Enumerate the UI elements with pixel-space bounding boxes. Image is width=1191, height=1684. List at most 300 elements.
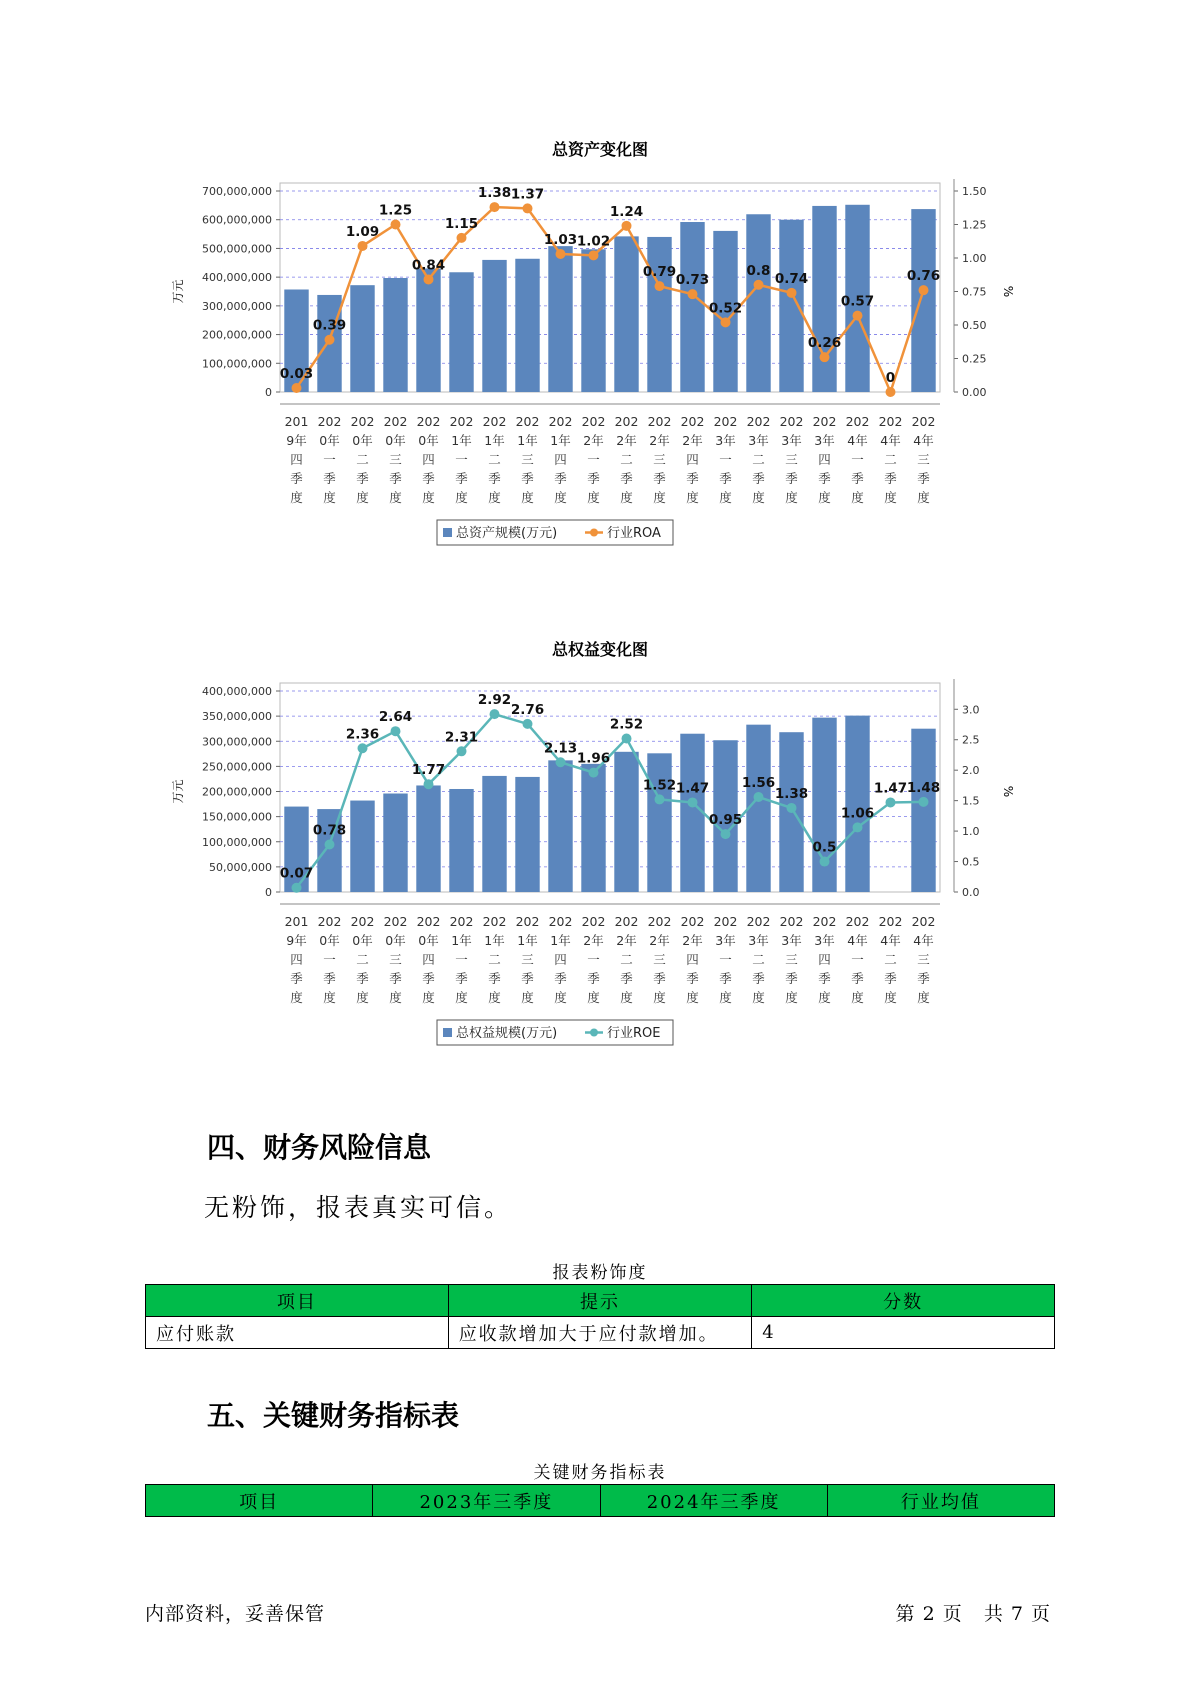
y-axis-title: 万元 [171,279,185,304]
data-label: 1.03 [543,231,578,248]
data-label: 1.52 [642,777,677,794]
bar [581,249,605,392]
chart-title: 总权益变化图 [551,640,649,659]
line-point [688,289,698,299]
data-label: 2.76 [510,701,545,718]
x-tick-label: 度 [356,490,369,505]
x-tick-label: 202 [845,914,870,929]
x-tick-label: 季 [455,471,468,486]
x-tick-label: 202 [383,414,408,429]
x-tick-label: 季 [554,971,567,986]
bar [614,752,638,892]
x-tick-label: 202 [482,414,507,429]
section-heading-key-indicators: 五、关键财务指标表 [207,1399,460,1432]
data-label: 0.26 [807,335,842,352]
legend-label-bar: 总资产规模(万元) [456,526,558,541]
data-label: 1.25 [378,202,413,219]
x-tick-label: 季 [917,971,930,986]
data-label: 1.38 [477,185,512,202]
x-tick-label: 一 [587,452,600,467]
risk-table-cell-score: 4 [752,1317,1055,1349]
x-tick-label: 季 [290,971,303,986]
x-tick-label: 度 [851,490,864,505]
y-tick-label: 200,000,000 [202,328,272,342]
line-point [325,335,335,345]
x-tick-label: 0年 [352,933,373,948]
x-tick-label: 度 [290,490,303,505]
x-tick-label: 202 [482,914,507,929]
line-point [721,829,731,839]
x-tick-label: 季 [653,971,666,986]
x-tick-label: 202 [845,414,870,429]
x-tick-label: 季 [422,471,435,486]
x-tick-label: 202 [581,914,606,929]
x-tick-label: 1年 [451,433,472,448]
x-tick-label: 季 [488,471,501,486]
bar [416,785,440,892]
x-tick-label: 四 [686,452,699,467]
x-tick-label: 季 [422,971,435,986]
line-point [655,281,665,291]
x-tick-label: 3年 [814,433,835,448]
x-tick-label: 度 [521,990,534,1005]
y2-tick-label: 0.5 [962,855,980,869]
data-label: 1.77 [411,762,446,779]
bar [383,278,407,392]
total-assets-chart [150,140,1050,600]
x-tick-label: 202 [614,914,639,929]
x-tick-label: 三 [917,452,930,467]
x-tick-label: 度 [620,990,633,1005]
x-tick-label: 四 [554,952,567,967]
x-tick-label: 3年 [748,433,769,448]
data-label: 0 [885,370,896,386]
x-tick-label: 季 [818,971,831,986]
y2-tick-label: 1.00 [962,252,987,265]
data-label: 0.84 [411,257,446,274]
x-tick-label: 202 [812,414,837,429]
x-tick-label: 0年 [352,433,373,448]
bar [647,753,671,892]
x-tick-label: 度 [488,490,501,505]
y2-tick-label: 0.50 [962,319,987,332]
x-tick-label: 度 [785,490,798,505]
data-label: 1.15 [444,215,479,232]
x-tick-label: 度 [587,490,600,505]
y-tick-label: 600,000,000 [202,213,272,227]
x-tick-label: 度 [917,990,930,1005]
x-tick-label: 202 [581,414,606,429]
data-label: 0.03 [279,365,314,382]
x-tick-label: 度 [653,990,666,1005]
x-tick-label: 度 [719,990,732,1005]
data-label: 0.73 [675,272,710,289]
x-tick-label: 1年 [550,433,571,448]
x-tick-label: 季 [884,971,897,986]
bar [614,236,638,392]
line-point [754,792,764,802]
key-table-header-2024q3: 2024年三季度 [600,1485,827,1517]
y-tick-label: 250,000,000 [202,760,272,774]
x-tick-label: 202 [746,914,771,929]
x-tick-label: 二 [752,952,765,967]
x-tick-label: 0年 [319,933,340,948]
x-tick-label: 季 [851,471,864,486]
total-equity-chart-svg [150,640,1050,1100]
line-point [358,241,368,251]
x-tick-label: 1年 [550,933,571,948]
x-tick-label: 三 [785,452,798,467]
x-tick-label: 季 [884,471,897,486]
line-point [919,285,929,295]
bar [515,777,539,892]
line-point [688,797,698,807]
x-tick-label: 4年 [913,933,934,948]
x-tick-label: 度 [323,990,336,1005]
footer-confidential-note: 内部资料，妥善保管 [145,1603,326,1625]
x-tick-label: 202 [812,914,837,929]
x-tick-label: 2年 [583,933,604,948]
x-tick-label: 202 [614,414,639,429]
x-tick-label: 202 [350,414,375,429]
chart-title: 总资产变化图 [551,140,649,159]
data-label: 0.52 [708,300,743,317]
bar [449,272,473,392]
data-label: 0.07 [279,865,314,882]
y-axis-title: 万元 [171,779,185,804]
key-table-caption: 关键财务指标表 [533,1463,667,1483]
data-label: 0.74 [774,270,809,287]
x-tick-label: 二 [488,952,501,967]
x-tick-label: 202 [911,914,936,929]
x-tick-label: 季 [521,471,534,486]
bar [515,259,539,392]
x-tick-label: 季 [653,471,666,486]
bar [350,285,374,392]
y-tick-label: 100,000,000 [202,835,272,849]
data-label: 2.92 [477,692,512,709]
risk-table-header-hint: 提示 [448,1285,752,1317]
x-tick-label: 度 [422,990,435,1005]
data-label: 1.06 [840,805,875,822]
x-tick-label: 三 [389,952,402,967]
x-tick-label: 0年 [319,433,340,448]
line-point [820,857,830,867]
x-tick-label: 三 [521,952,534,967]
x-tick-label: 度 [323,490,336,505]
x-tick-label: 二 [884,952,897,967]
y-tick-label: 150,000,000 [202,810,272,824]
data-label: 0.8 [746,262,771,279]
x-tick-label: 度 [818,490,831,505]
x-tick-label: 度 [686,990,699,1005]
line-point [589,250,599,260]
key-table-header-item: 项目 [146,1485,373,1517]
x-tick-label: 季 [587,971,600,986]
section-heading-risk: 四、财务风险信息 [207,1131,432,1164]
risk-table-header-score: 分数 [752,1285,1055,1317]
data-label: 0.95 [708,812,743,829]
x-tick-label: 4年 [847,433,868,448]
x-tick-label: 度 [422,490,435,505]
line-point [853,311,863,321]
data-label: 0.78 [312,822,347,839]
x-tick-label: 2年 [682,433,703,448]
line-point [292,883,302,893]
x-tick-label: 季 [389,971,402,986]
legend-swatch-marker [590,529,598,537]
x-tick-label: 季 [818,471,831,486]
data-label: 2.52 [609,716,644,733]
data-label: 1.24 [609,203,644,220]
bar [548,760,572,892]
data-label: 1.02 [576,233,611,250]
line-point [886,797,896,807]
x-tick-label: 202 [779,914,804,929]
x-tick-label: 季 [587,471,600,486]
line-point [490,202,500,212]
x-tick-label: 三 [653,952,666,967]
table-row [146,1317,1055,1349]
line-point [523,203,533,213]
data-label: 1.48 [906,779,941,796]
x-tick-label: 3年 [715,933,736,948]
bar [416,269,440,392]
risk-table-header-row [146,1285,1055,1317]
x-tick-label: 度 [818,990,831,1005]
y2-tick-label: 0.00 [962,386,987,399]
bar [680,734,704,892]
x-tick-label: 一 [455,452,468,467]
line-point [424,274,434,284]
line-point [589,768,599,778]
bar [746,214,770,392]
legend-swatch-bar [443,528,452,537]
x-tick-label: 度 [554,490,567,505]
line-point [523,719,533,729]
y2-tick-label: 0.25 [962,352,987,366]
x-tick-label: 一 [323,452,336,467]
y-tick-label: 300,000,000 [202,735,272,749]
x-tick-label: 二 [884,452,897,467]
total-assets-chart-svg [150,140,1050,600]
x-tick-label: 度 [653,490,666,505]
line-point [457,233,467,243]
x-tick-label: 202 [779,414,804,429]
x-tick-label: 四 [422,452,435,467]
x-tick-label: 3年 [748,933,769,948]
data-label: 1.37 [510,186,545,203]
x-tick-label: 202 [911,414,936,429]
x-tick-label: 202 [746,414,771,429]
x-tick-label: 202 [416,414,441,429]
x-tick-label: 四 [290,952,303,967]
risk-table-caption: 报表粉饰度 [552,1263,648,1283]
x-tick-label: 季 [521,971,534,986]
bar [548,246,572,392]
x-tick-label: 2年 [616,433,637,448]
x-tick-label: 1年 [484,933,505,948]
x-tick-label: 202 [680,414,705,429]
x-tick-label: 季 [389,471,402,486]
x-tick-label: 2年 [682,933,703,948]
bar [647,237,671,392]
x-tick-label: 2年 [616,933,637,948]
x-tick-label: 季 [488,971,501,986]
data-label: 0.5 [812,839,837,856]
y2-axis-title: % [1001,785,1015,798]
x-tick-label: 度 [752,990,765,1005]
x-tick-label: 三 [521,452,534,467]
x-tick-label: 四 [818,452,831,467]
y-tick-label: 300,000,000 [202,299,272,313]
x-tick-label: 季 [686,471,699,486]
x-tick-label: 3年 [814,933,835,948]
y2-tick-label: 1.25 [962,218,987,232]
x-tick-label: 度 [884,490,897,505]
data-label: 0.76 [906,268,941,285]
x-tick-label: 0年 [385,433,406,448]
x-tick-label: 4年 [913,433,934,448]
x-tick-label: 0年 [418,433,439,448]
x-tick-label: 4年 [847,933,868,948]
x-tick-label: 一 [719,452,732,467]
x-tick-label: 度 [719,490,732,505]
data-label: 2.13 [543,740,578,757]
y2-tick-label: 1.5 [962,794,980,808]
bar [911,209,935,392]
x-tick-label: 季 [917,471,930,486]
x-tick-label: 四 [686,952,699,967]
data-label: 2.31 [444,729,479,746]
bar [680,222,704,392]
line-point [754,280,764,290]
data-label: 2.64 [378,709,413,726]
y-tick-label: 700,000,000 [202,185,272,198]
x-tick-label: 季 [323,471,336,486]
data-label: 1.96 [576,750,611,767]
line-point [556,249,566,259]
y-tick-label: 400,000,000 [202,685,272,698]
y2-tick-label: 3.0 [962,703,980,717]
x-tick-label: 202 [878,414,903,429]
key-indicators-table [145,1484,1055,1517]
x-tick-label: 202 [317,414,342,429]
x-tick-label: 季 [455,971,468,986]
x-tick-label: 202 [515,414,540,429]
x-tick-label: 2年 [649,433,670,448]
risk-table [145,1284,1055,1349]
bar [911,729,935,892]
line-point [886,387,896,397]
x-tick-label: 度 [620,490,633,505]
key-table-header-row [146,1485,1055,1517]
x-tick-label: 度 [488,990,501,1005]
line-point [457,746,467,756]
x-tick-label: 度 [587,990,600,1005]
x-tick-label: 季 [785,971,798,986]
y-tick-label: 100,000,000 [202,357,272,371]
x-tick-label: 度 [785,990,798,1005]
y2-tick-label: 1.0 [962,825,980,839]
risk-table-cell-hint: 应收款增加大于应付款增加。 [448,1317,752,1349]
data-label: 1.56 [741,774,776,791]
y-tick-label: 0 [265,386,272,399]
x-tick-label: 季 [356,471,369,486]
x-tick-label: 一 [851,452,864,467]
line-point [853,822,863,832]
bar [350,801,374,892]
x-tick-label: 季 [719,971,732,986]
x-tick-label: 202 [416,914,441,929]
line-point [622,734,632,744]
x-tick-label: 三 [785,952,798,967]
x-tick-label: 1年 [484,433,505,448]
x-tick-label: 度 [389,490,402,505]
legend-swatch-marker [590,1029,598,1037]
x-tick-label: 201 [284,914,309,929]
data-label: 0.57 [840,293,875,310]
line-point [787,288,797,298]
bar [383,794,407,892]
bar [779,220,803,392]
y-tick-label: 50,000,000 [209,860,272,874]
key-table-header-2023q3: 2023年三季度 [373,1485,600,1517]
x-tick-label: 二 [488,452,501,467]
legend-label-bar: 总权益规模(万元) [456,1026,558,1041]
x-tick-label: 季 [785,471,798,486]
x-tick-label: 202 [383,914,408,929]
data-label: 2.36 [345,726,380,743]
total-equity-chart [150,640,1050,1100]
x-tick-label: 4年 [880,433,901,448]
line-point [490,709,500,719]
x-tick-label: 202 [515,914,540,929]
y-tick-label: 400,000,000 [202,271,272,285]
x-tick-label: 1年 [451,933,472,948]
x-tick-label: 度 [290,990,303,1005]
y2-tick-label: 2.5 [962,733,980,747]
line-point [391,726,401,736]
data-label: 0.79 [642,264,677,281]
risk-table-cell-item: 应付账款 [146,1317,449,1349]
bar [845,716,869,892]
risk-table-header-item: 项目 [146,1285,449,1317]
x-tick-label: 二 [356,952,369,967]
x-tick-label: 202 [647,914,672,929]
x-tick-label: 度 [455,990,468,1005]
x-tick-label: 度 [455,490,468,505]
x-tick-label: 202 [317,914,342,929]
x-tick-label: 四 [818,952,831,967]
x-tick-label: 202 [350,914,375,929]
x-tick-label: 度 [356,990,369,1005]
x-tick-label: 四 [554,452,567,467]
line-point [424,779,434,789]
legend-swatch-bar [443,1028,452,1037]
x-tick-label: 一 [719,952,732,967]
line-point [622,221,632,231]
bar [581,764,605,892]
x-tick-label: 202 [647,414,672,429]
risk-summary-text: 无粉饰，报表真实可信。 [204,1193,513,1222]
data-label: 1.47 [873,780,908,797]
footer-page-number: 第 2 页 共 7 页 [895,1603,1051,1625]
y-tick-label: 350,000,000 [202,710,272,724]
x-tick-label: 季 [554,471,567,486]
x-tick-label: 二 [620,952,633,967]
x-tick-label: 度 [686,490,699,505]
